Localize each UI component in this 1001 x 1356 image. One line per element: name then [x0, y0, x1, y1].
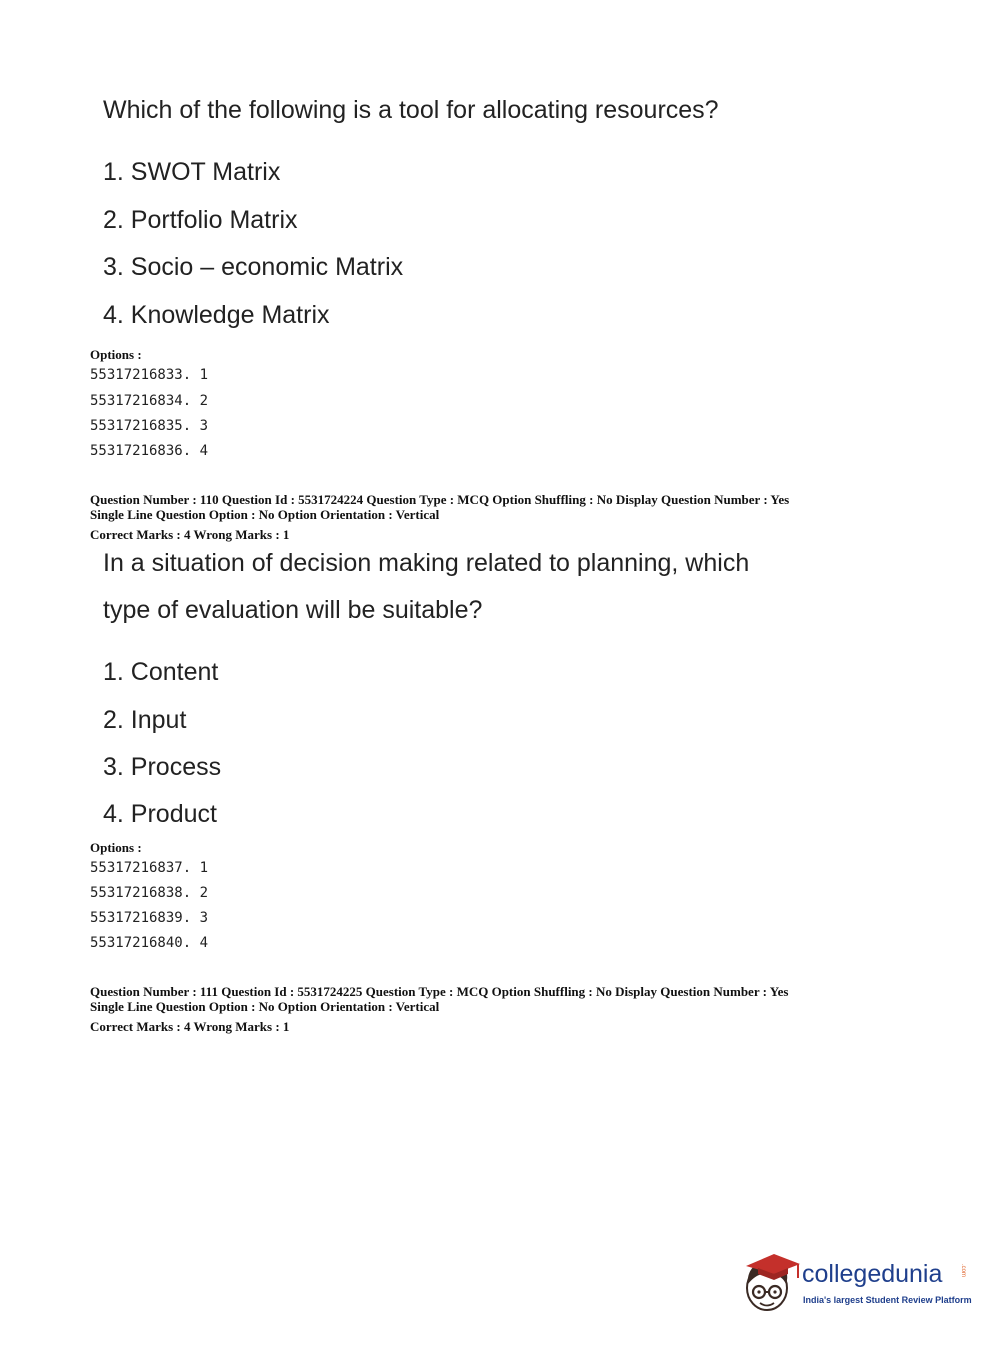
option-id-line: 55317216838. 2 — [90, 885, 209, 901]
marks-line: Correct Marks : 4 Wrong Marks : 1 — [90, 527, 290, 542]
choice-1: 1. Content — [103, 658, 219, 686]
choice-3: 3. Process — [103, 753, 222, 781]
question-meta-line: Question Number : 111 Question Id : 5531724225 Question Type : MCQ Option Shuffling : No Display Question Number : Yes — [90, 984, 789, 999]
question-text: type of evaluation will be suitable? — [103, 596, 483, 624]
option-id-line: 55317216837. 1 — [90, 860, 209, 876]
logo-wordmark: collegedunia — [802, 1260, 943, 1288]
choice-4: 4. Knowledge Matrix — [103, 301, 330, 329]
option-id-line: 55317216839. 3 — [90, 910, 209, 926]
option-id-line: 55317216836. 4 — [90, 443, 209, 459]
option-id-line: 55317216833. 1 — [90, 367, 209, 383]
question-meta-line: Question Number : 110 Question Id : 5531724224 Question Type : MCQ Option Shuffling : No Display Question Number : Yes — [90, 492, 790, 507]
choice-2: 2. Input — [103, 706, 187, 734]
question-text: In a situation of decision making related to planning, which — [103, 549, 750, 577]
logo-dotcom: .com — [960, 1264, 966, 1278]
mascot-graduate-icon — [740, 1250, 800, 1316]
choice-2: 2. Portfolio Matrix — [103, 206, 298, 234]
marks-line: Correct Marks : 4 Wrong Marks : 1 — [90, 1019, 290, 1034]
question-meta-line: Single Line Question Option : No Option Orientation : Vertical — [90, 999, 440, 1014]
choice-1: 1. SWOT Matrix — [103, 158, 281, 186]
option-id-line: 55317216834. 2 — [90, 393, 209, 409]
logo-tagline: India's largest Student Review Platform — [803, 1295, 972, 1305]
question-text: Which of the following is a tool for allocating resources? — [103, 96, 719, 124]
collegedunia-logo — [740, 1250, 970, 1320]
options-label: Options : — [90, 347, 142, 362]
choice-4: 4. Product — [103, 800, 217, 828]
option-id-line: 55317216835. 3 — [90, 418, 209, 434]
options-label: Options : — [90, 840, 142, 855]
option-id-line: 55317216840. 4 — [90, 935, 209, 951]
question-meta-line: Single Line Question Option : No Option Orientation : Vertical — [90, 507, 440, 522]
choice-3: 3. Socio – economic Matrix — [103, 253, 404, 281]
